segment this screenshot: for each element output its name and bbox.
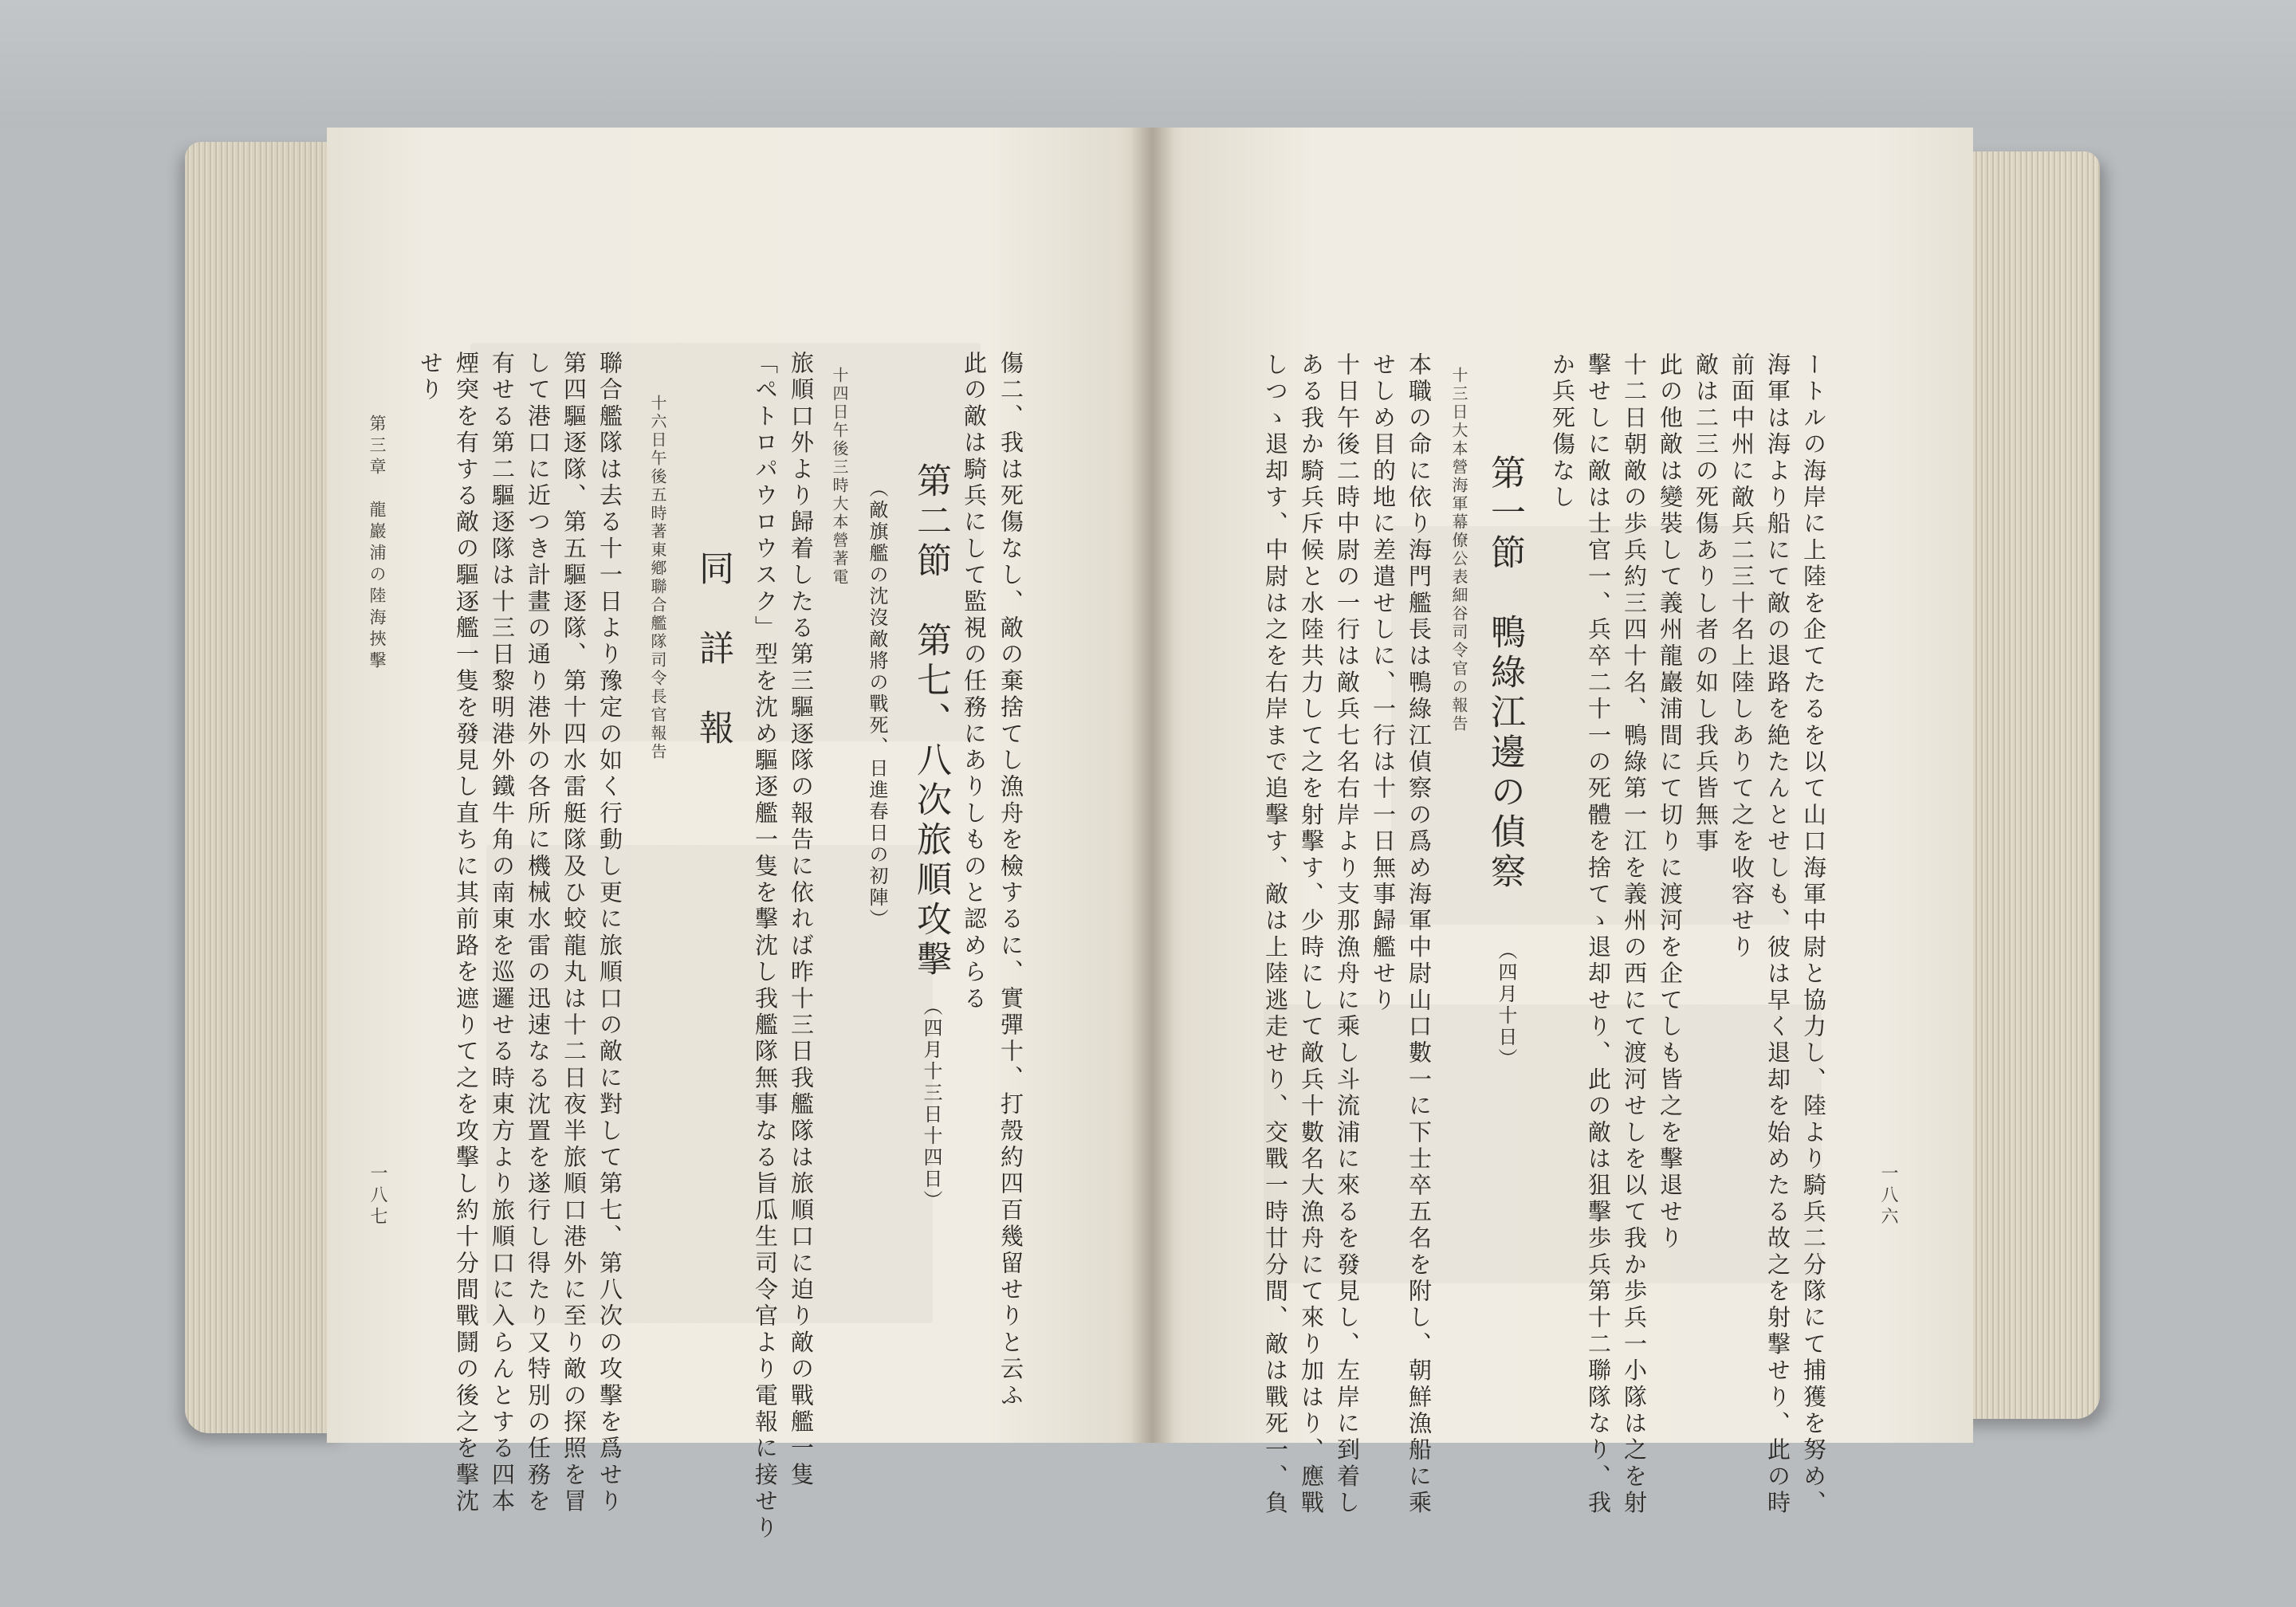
text-line: して港口に近つき計畫の通り港外の各所に機械水雷の迅速なる沈置を遂行し得たり又特別の任務を [525, 351, 552, 1515]
text-line: 十二日朝敵の歩兵約三四十名、鴨綠第一江を義州の西にて渡河せしを以て我か歩兵一小隊は之を射 [1621, 352, 1648, 1517]
text-line: 擊せしに敵は士官一、兵卒二十一の死體を捨てゝ退却せり、此の敵は狙擊歩兵第十二聯隊なり、我 [1585, 352, 1612, 1517]
running-header: 第三章 龍巖浦の陸海挾擊 [368, 415, 387, 673]
text-line: 前面中州に敵兵二三十名上陸しありて之を收容せり [1728, 352, 1755, 961]
text-line: 敵は二三の死傷ありし者の如し我兵皆無事 [1693, 352, 1720, 855]
text-line: 海軍は海より船にて敵の退路を絶たんとせしも、彼は早く退却を始めたる故之を射撃せり、此の時 [1764, 352, 1791, 1517]
text-line: 煙突を有する敵の驅逐艦一隻を發見し直ちに其前路を遮りて之を攻擊し約十分間戰鬪の後之を擊沈 [453, 351, 480, 1515]
text-line: 十日午後二時中尉の一行は敵兵七名右岸より支那漁舟に乘し斗流浦に來るを發見し、左岸に到着し [1334, 352, 1361, 1517]
subheading: 同 詳 報 [693, 550, 733, 749]
page-number: 一八六 [1878, 1164, 1898, 1228]
text-line: 此の敵は騎兵にして監視の任務にありしものと認めらる [961, 351, 988, 1012]
left-page-edges [185, 142, 344, 1433]
text-line: ートルの海岸に上陸を企てたるを以て山口海軍中尉と協力し、陸より騎兵二分隊にて捕獲を努め、 [1800, 352, 1827, 1517]
report-source: 十三日大本營海軍幕僚公表細谷司令官の報告 [1449, 367, 1468, 733]
text-line: せり [417, 351, 444, 404]
text-line: しつゝ退却す、中尉は之を右岸まで追擊す、敵は上陸逃走せり、交戰一時廿分間、敵は戰死一、負 [1262, 352, 1289, 1517]
left-page [327, 128, 1152, 1542]
text-line: 旅順口外より歸着したる第三驅逐隊の報告に依れば昨十三日我艦隊は旅順口に迫り敵の戰艦一隻 [788, 351, 815, 1489]
text-line: 傷二、我は死傷なし、敵の棄捨てし漁舟を檢するに、實彈十、打殼約四百幾留せりと云ふ [997, 351, 1024, 1409]
section-date: （四月十日） [1495, 941, 1517, 1070]
book-gutter [1130, 128, 1174, 1443]
text-line: 有せる第二驅逐隊は十三日黎明港外鐵牛角の南東を巡邏せる時東方より旅順口に入らんとする四本 [489, 351, 516, 1515]
text-line: 第四驅逐隊、第五驅逐隊、第十四水雷艇隊及ひ蛟龍丸は十二日夜半旅順口港外に至り敵の探照を冒 [560, 351, 588, 1515]
section-heading: 第一節 鴨綠江邊の偵察 [1484, 454, 1525, 893]
text-line: 此の他敵は變裝して義州龍巖浦間にて切りに渡河を企てしも皆之を擊退せり [1657, 352, 1684, 1252]
text-line: 本職の命に依り海門艦長は鴨綠江偵察の爲め海軍中尉山口數一に下士卒五名を附し、朝鮮漁船に乘 [1406, 352, 1433, 1517]
text-line: か兵死傷なし [1549, 352, 1576, 512]
section-date: （四月十三日十四日） [920, 996, 942, 1212]
report-source: 十四日午後三時大本營著電 [830, 367, 849, 587]
text-line: せしめ目的地に差遣せしに、一行は十一日無事歸艦せり [1370, 352, 1397, 1014]
text-line: ある我か騎兵斥候と水陸共力して之を射擊す、少時にして敵兵十數名大漁舟にて來り加はり、應戰 [1298, 352, 1325, 1517]
report-source: 十六日午後五時著東鄕聯合艦隊司令長官報告 [648, 395, 667, 761]
text-line: 「ペトロパウロウスク」型を沈め驅逐艦一隻を擊沈し我艦隊無事なる旨瓜生司令官より電報に接せり [752, 351, 779, 1542]
section-heading: 第二節 第七、八次旅順攻擊 [910, 462, 951, 980]
text-line: 聯合艦隊は去る十一日より豫定の如く行動し更に旅順口の敵に對して第七、第八次の攻擊を爲せり [596, 351, 623, 1515]
right-page-edges [1956, 151, 2100, 1419]
page-number: 一八七 [368, 1164, 387, 1228]
section-subtitle: （敵旗艦の沈沒敵將の戰死、日進春日の初陣） [866, 478, 888, 930]
right-page [1152, 128, 1973, 1517]
